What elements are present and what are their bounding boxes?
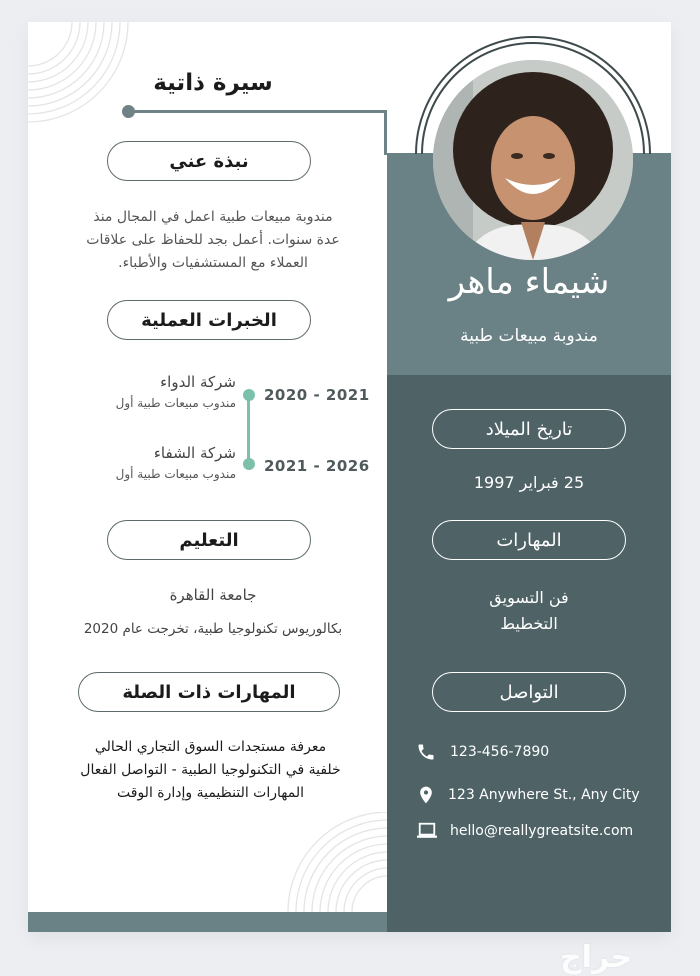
skill-item: فن التسويق	[489, 588, 569, 607]
contact-address	[416, 785, 640, 805]
skill-item: التخطيط	[500, 614, 558, 633]
related-skill-line: معرفة مستجدات السوق التجاري الحالي	[94, 739, 327, 755]
birth-heading: تاريخ الميلاد	[432, 409, 626, 449]
education-degree: بكالوريوس تكنولوجيا طبية، تخرجت عام 2020	[83, 621, 343, 637]
experience-role: مندوب مبيعات طبية أول	[115, 467, 236, 481]
title-connector-dot	[122, 105, 135, 118]
related-skill-line: المهارات التنظيمية وإدارة الوقت	[117, 785, 304, 801]
experience-heading: الخبرات العملية	[107, 300, 311, 340]
birth-date: 25 فبراير 1997	[473, 473, 585, 492]
laptop-icon	[416, 821, 438, 841]
related-skills-heading: المهارات ذات الصلة	[78, 672, 340, 712]
related-skill-line: خلفية في التكنولوجيا الطبية - التواصل الفعال	[80, 762, 341, 778]
contact-email	[416, 821, 633, 841]
phone-number: 123-456-7890	[450, 744, 550, 760]
about-line: مندوبة مبيعات طبية اعمل في المجال منذ	[93, 209, 333, 225]
experience-timeline	[247, 392, 250, 462]
title-connector-line	[129, 110, 387, 113]
skills-heading: المهارات	[432, 520, 626, 560]
education-institution: جامعة القاهرة	[169, 586, 257, 604]
contact-heading: التواصل	[432, 672, 626, 712]
experience-item	[68, 444, 236, 481]
location-pin-icon	[416, 785, 436, 805]
experience-role: مندوب مبيعات طبية أول	[115, 396, 236, 410]
experience-dates: 2020 - 2021	[264, 386, 370, 404]
title-connector-line-vertical	[384, 110, 387, 155]
profile-name: شيماء ماهر	[448, 262, 610, 302]
profile-photo-image	[433, 60, 633, 260]
experience-company: شركة الشفاء	[153, 444, 236, 462]
skills-list	[387, 585, 671, 637]
contact-phone	[416, 742, 549, 762]
about-heading: نبذة عني	[107, 141, 311, 181]
address-text: 123 Anywhere St., Any City	[448, 787, 640, 803]
timeline-dot	[243, 389, 255, 401]
experience-company: شركة الدواء	[160, 373, 236, 391]
email-text: hello@reallygreatsite.com	[450, 823, 634, 839]
profile-job-title: مندوبة مبيعات طبية	[460, 326, 598, 346]
watermark-logo: حراج	[560, 940, 633, 975]
related-skills-text	[38, 736, 383, 805]
education-heading: التعليم	[107, 520, 311, 560]
document-title: سيرة ذاتية	[153, 70, 273, 96]
experience-dates: 2021 - 2026	[264, 457, 370, 475]
about-text	[68, 206, 358, 275]
experience-item	[68, 373, 236, 410]
phone-icon	[416, 742, 436, 762]
profile-photo	[433, 60, 633, 260]
about-line: عدة سنوات. أعمل بجد للحفاظ على علاقات	[86, 232, 340, 248]
about-line: العملاء مع المستشفيات والأطباء.	[118, 255, 308, 271]
resume-layout	[28, 22, 671, 932]
timeline-dot	[243, 458, 255, 470]
